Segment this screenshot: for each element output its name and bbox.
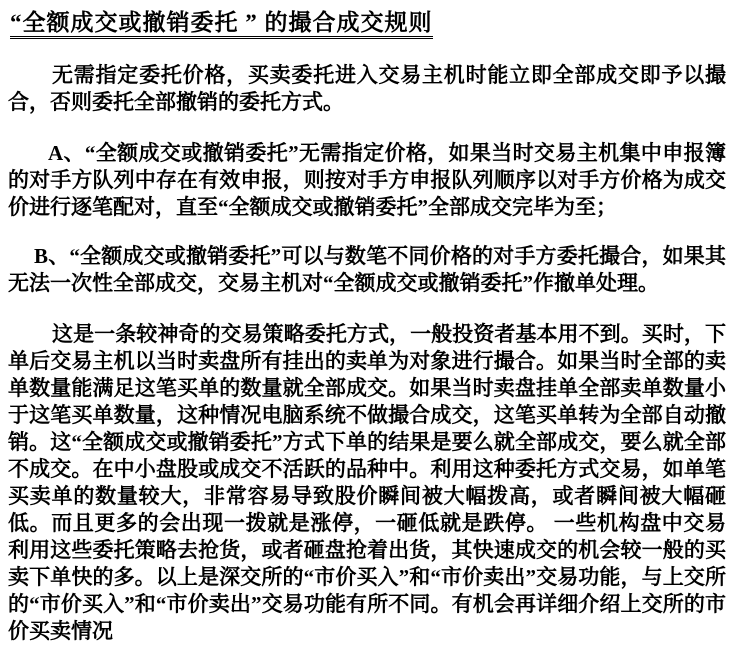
document-title-text: “全额成交或撤销委托 ” 的撮合成交规则 xyxy=(10,10,433,39)
paragraph-rule-b: B、“全额成交或撤销委托”可以与数笔不同价格的对手方委托撮合，如果其无法一次性全部成交，交易主机对“全额成交或撤销委托”作撤单处理。 xyxy=(8,244,726,295)
paragraph-rule-a: A、“全额成交或撤销委托”无需指定价格，如果当时交易主机集中申报簿的对手方队列中存在有效申报，则按对手方申报队列顺序以对手方价格为成交价进行逐笔配对，直至“全额成交或撤销委托”全部成交完毕为至； xyxy=(8,141,726,219)
document-title xyxy=(10,8,726,38)
paragraph-commentary: 这是一条较神奇的交易策略委托方式，一般投资者基本用不到。买时，下单后交易主机以当时卖盘所有挂出的卖单为对象进行撮合。如果当时全部的卖单数量能满足这笔买单的数量就全部成交。如果当时卖盘挂单全部卖单数量小于这笔买单数量，这种情况电脑系统不做撮合成交，这笔买单转为全部自动撤销。这“全额成交或撤销委托”方式下单的结果是要么就全部成交，要么就全部不成交。在中小盘股或成交不活跃的品种中。利用这种委托方式交易，如单笔买卖单的数量较大，非常容易导致股价瞬间被大幅拨高，或者瞬间被大幅砸低。而且更多的会出现一拨就是涨停，一砸低就是跌停。 一些机构盘中交易利用这些委托策略去抢货，或者砸盘抢着出货，其快速成交的机会较一般的买卖下单快的多。以上是深交所的“市价买入”和“市价卖出”交易功能，与上交所的“市价买入”和“市价卖出”交易功能有所不同。有机会再详细介绍上交所的市价买卖情况 xyxy=(8,322,726,643)
paragraph-definition: 无需指定委托价格，买卖委托进入交易主机时能立即全部成交即予以撮合，否则委托全部撤销的委托方式。 xyxy=(8,63,726,114)
